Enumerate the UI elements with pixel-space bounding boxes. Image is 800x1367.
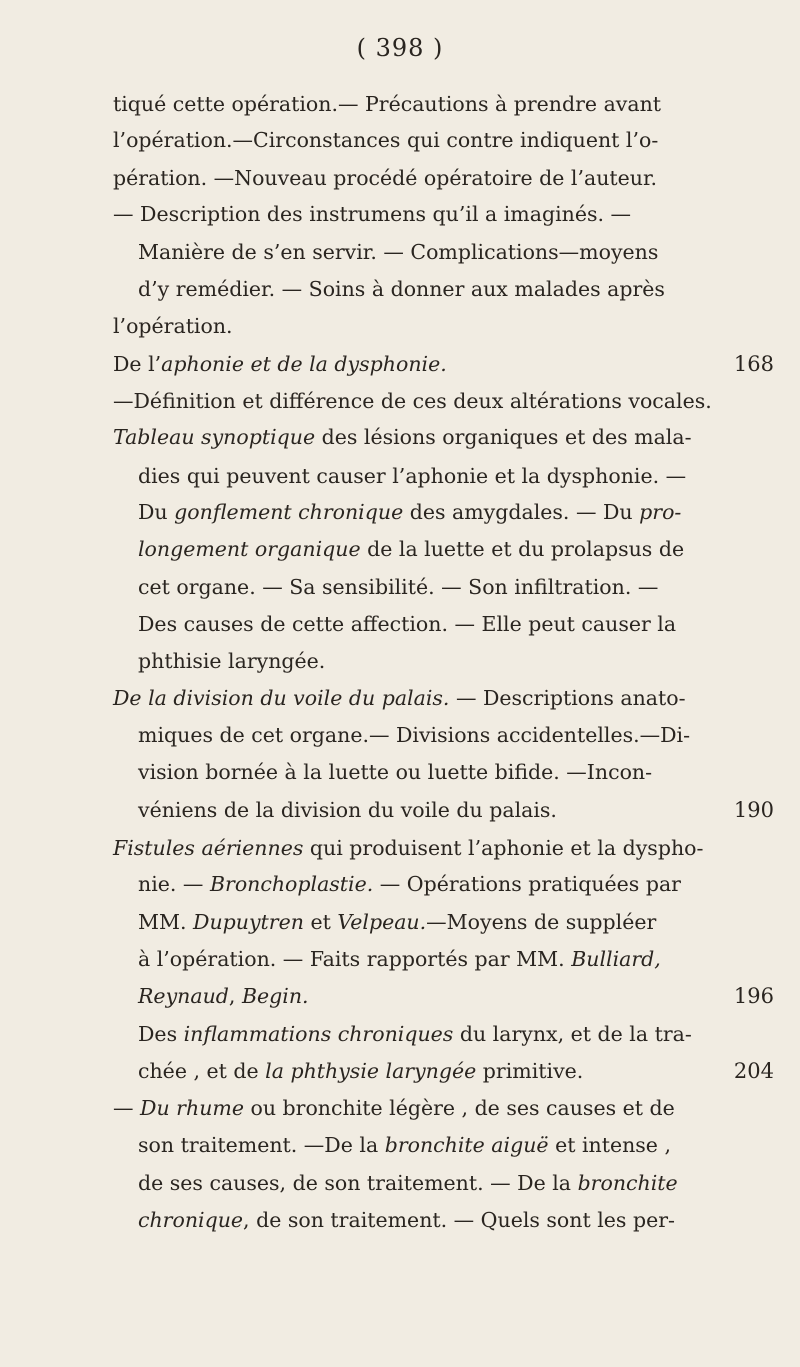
roman-text: chée , et de (138, 1059, 266, 1083)
toc-line (0, 382, 800, 420)
italic-text: Bulliard, (571, 947, 661, 971)
toc-line-text (138, 1052, 583, 1090)
toc-line (0, 1015, 800, 1053)
toc-line (0, 940, 800, 978)
page-reference: 168 (733, 352, 774, 376)
italic-text: aphonie et de la dysphonie. (161, 352, 447, 376)
toc-line-text (138, 568, 658, 606)
italic-text: Tableau synoptique (113, 425, 316, 449)
toc-line (0, 307, 800, 345)
toc-line (0, 605, 800, 643)
italic-text: bronchite (577, 1171, 678, 1195)
toc-line-text (138, 642, 325, 680)
roman-text: des lésions organiques et des mala- (315, 425, 692, 449)
roman-text: —Définition et différence de ces deux altérations vocales. (113, 389, 712, 413)
roman-text: — Opérations pratiquées par (373, 872, 681, 896)
toc-line (0, 716, 800, 754)
roman-text: MM. (138, 910, 194, 934)
roman-text: et intense , (548, 1133, 671, 1157)
toc-line (0, 530, 800, 568)
italic-text: chronique (138, 1208, 244, 1232)
toc-line-text (113, 679, 686, 717)
italic-text: De la division du voile du palais. (113, 686, 450, 710)
toc-line-text (113, 418, 692, 456)
toc-line (0, 865, 800, 903)
roman-text: dies qui peuvent causer l’aphonie et la dysphonie. — (138, 464, 687, 488)
italic-text: longement organique (138, 537, 361, 561)
italic-text: Du rhume (140, 1096, 244, 1120)
toc-line-text (113, 829, 703, 867)
toc-line-text (138, 716, 690, 754)
toc-line (0, 345, 800, 383)
toc-line-text (138, 791, 557, 829)
toc-line (0, 1164, 800, 1202)
italic-text: inflammations chroniques (183, 1022, 454, 1046)
roman-text: Des causes de cette affection. — Elle peut causer la (138, 612, 677, 636)
toc-line-text (138, 605, 676, 643)
roman-text: qui produisent l’aphonie et la dyspho- (303, 836, 704, 860)
italic-text: Begin. (241, 984, 309, 1008)
italic-text: Fistules aériennes (113, 836, 304, 860)
toc-line (0, 1089, 800, 1127)
toc-line (0, 1052, 800, 1090)
toc-line (0, 85, 800, 123)
roman-text: tiqué cette opération.— Précautions à prendre avant (113, 92, 662, 116)
toc-line-text (113, 85, 661, 123)
toc-line-text (138, 903, 656, 941)
toc-line-text (138, 270, 665, 308)
italic-text: pro- (639, 500, 682, 524)
toc-line-text (138, 493, 681, 531)
toc-line-text (138, 977, 309, 1015)
roman-text: à l’opération. — Faits rapportés par MM. (138, 947, 572, 971)
roman-text: miques de cet organe.— Divisions accidentelles.—Di- (138, 723, 691, 747)
roman-text: , (228, 984, 242, 1008)
italic-text: Bronchoplastie. (209, 872, 374, 896)
toc-line-text (138, 233, 658, 271)
roman-text: primitive. (476, 1059, 584, 1083)
roman-text: vision bornée à la luette ou luette bifide. —Incon- (138, 760, 653, 784)
toc-line (0, 753, 800, 791)
roman-text: — Description des instrumens qu’il a imaginés. — (113, 202, 632, 226)
toc-line-text (138, 457, 686, 495)
toc-line (0, 195, 800, 233)
toc-line (0, 903, 800, 941)
roman-text: Des (138, 1022, 184, 1046)
roman-text: —Moyens de suppléer (426, 910, 657, 934)
italic-text: Velpeau. (337, 910, 427, 934)
roman-text: — (113, 1096, 141, 1120)
toc-line-text (113, 382, 712, 420)
toc-line-text (113, 345, 447, 383)
toc-line (0, 457, 800, 495)
roman-text: de ses causes, de son traitement. — De la (138, 1171, 578, 1195)
roman-text: et (303, 910, 338, 934)
italic-text: la phthysie laryngée (265, 1059, 477, 1083)
roman-text: d’y remédier. — Soins à donner aux malades après (138, 277, 665, 301)
roman-text: des amygdales. — Du (403, 500, 640, 524)
roman-text: l’opération.—Circonstances qui contre indiquent l’o- (113, 128, 659, 152)
toc-line-text (138, 1015, 692, 1053)
roman-text: cet organe. — Sa sensibilité. — Son infiltration. — (138, 575, 659, 599)
italic-text: bronchite aiguë (384, 1133, 549, 1157)
roman-text: pération. —Nouveau procédé opératoire de l’auteur. (113, 166, 658, 190)
toc-line (0, 1126, 800, 1164)
toc-line (0, 121, 800, 159)
toc-line-text (138, 753, 652, 791)
toc-line (0, 642, 800, 680)
toc-line (0, 493, 800, 531)
italic-text: Reynaud (138, 984, 229, 1008)
page-number: ( 398 ) (356, 34, 444, 62)
toc-line (0, 418, 800, 456)
toc-line (0, 977, 800, 1015)
toc-line (0, 679, 800, 717)
toc-line-text (138, 865, 681, 903)
toc-line-text (138, 530, 684, 568)
toc-line (0, 233, 800, 271)
toc-line-text (113, 1089, 675, 1127)
toc-line (0, 1201, 800, 1239)
roman-text: phthisie laryngée. (138, 649, 326, 673)
roman-text: De l’ (113, 352, 162, 376)
roman-text: Manière de s’en servir. — Complications—moyens (138, 240, 659, 264)
roman-text: — Descriptions anato- (449, 686, 686, 710)
toc-line (0, 568, 800, 606)
roman-text: l’opération. (113, 314, 233, 338)
toc-line-text (138, 1126, 671, 1164)
roman-text: , de son traitement. — Quels sont les per- (243, 1208, 675, 1232)
roman-text: Du (138, 500, 175, 524)
roman-text: véniens de la division du voile du palais. (138, 798, 557, 822)
page-reference: 190 (733, 798, 774, 822)
roman-text: nie. — (138, 872, 210, 896)
toc-line-text (138, 1201, 675, 1239)
roman-text: du larynx, et de la tra- (453, 1022, 692, 1046)
toc-line-text (138, 1164, 678, 1202)
roman-text: son traitement. —De la (138, 1133, 385, 1157)
toc-line (0, 159, 800, 197)
italic-text: gonflement chronique (174, 500, 404, 524)
toc-line-text (113, 121, 658, 159)
toc-line (0, 829, 800, 867)
page-reference: 196 (733, 984, 774, 1008)
italic-text: Dupuytren (193, 910, 304, 934)
toc-line (0, 791, 800, 829)
toc-line-text (138, 940, 661, 978)
toc-line-text (113, 159, 657, 197)
roman-text: ou bronchite légère , de ses causes et de (243, 1096, 675, 1120)
toc-line-text (113, 307, 233, 345)
toc-line (0, 270, 800, 308)
toc-line-text (113, 195, 631, 233)
page-reference: 204 (733, 1059, 774, 1083)
roman-text: de la luette et du prolapsus de (360, 537, 685, 561)
